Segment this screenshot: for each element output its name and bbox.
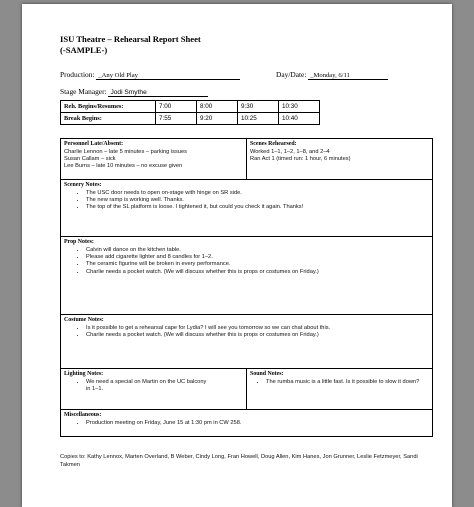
break-begins-time: 7:55	[156, 113, 197, 125]
sound-note: • The rumba music is a little fast. Is it possible to slow it down?	[266, 379, 424, 386]
prop-note: • Calvin will dance on the kitchen table.	[86, 247, 429, 254]
production-field	[60, 70, 240, 80]
personnel-line: Susan Callam – sick	[64, 156, 116, 162]
date-value: _Monday, 6/11	[308, 72, 388, 80]
costume-notes-heading: Costume Notes:	[64, 317, 104, 323]
scenery-note: • The new ramp is working well. Thanks.	[86, 197, 429, 204]
break-begins-time: 10:40	[279, 113, 320, 125]
production-value: _Any Old Play	[96, 72, 240, 80]
costume-note: • Charlie needs a pocket watch. (We will discuss whether this is props or costumes on Friday.)	[86, 332, 429, 339]
scenery-notes-list	[64, 190, 429, 212]
lighting-notes-list	[64, 379, 243, 394]
break-begins-label: Break Begins:	[61, 113, 156, 125]
scenery-notes-heading: Scenery Notes:	[64, 182, 102, 188]
lighting-note: in 1–1.	[86, 386, 104, 392]
production-label: Production:	[60, 70, 95, 79]
stage-manager-value: Jodi Smythe	[108, 89, 208, 97]
personnel-line: Charlie Lennon – late 5 minutes – parking issues	[64, 148, 187, 155]
miscellaneous-heading: Miscellaneous:	[64, 412, 102, 418]
scenery-note: • The top of the SL platform is loose. I tightened it, but could you check it again. Thanks!	[86, 204, 429, 211]
stage-manager-label: Stage Manager:	[60, 87, 107, 96]
sound-notes-list	[250, 379, 429, 386]
personnel-line: Lee Burns – late 10 minutes – no excuse given	[64, 163, 183, 170]
rehearsal-begins-label: Reh. Begins/Resumes:	[61, 101, 156, 113]
rehearsal-begins-time: 10:30	[279, 101, 320, 113]
break-begins-time: 10:25	[238, 113, 279, 125]
copies-list: Copies to: Kathy Lennox, Marten Overland, B Weber, Cindy Long, Fran Howell, Doug Allen, Kim Hanes, Jon Grunner, Leslie Fetzmeyer, Sandi Takmen	[60, 454, 418, 468]
miscellaneous-note: • Production meeting on Friday, June 15 at 1:30 pm in CW 258.	[86, 420, 429, 427]
prop-notes-heading: Prop Notes:	[64, 239, 94, 245]
lighting-notes-section	[60, 368, 247, 410]
title-line-2: (-SAMPLE-)	[60, 44, 108, 55]
personnel-section	[60, 138, 247, 180]
rehearsal-times-table	[60, 100, 320, 125]
prop-note: • Please add cigarette lighter and 8 candles for 1–2.	[86, 254, 429, 261]
rehearsal-begins-time: 8:00	[197, 101, 238, 113]
personnel-heading: Personnel Late/Absent:	[64, 141, 124, 147]
date-field	[276, 70, 388, 80]
report-page	[22, 4, 452, 507]
rehearsal-begins-time: 7:00	[156, 101, 197, 113]
scenery-note: • The USC door needs to open on-stage with hinge on SR side.	[86, 190, 429, 197]
document-title	[60, 34, 201, 55]
sound-notes-section	[246, 368, 433, 410]
scenes-line: Worked 1–1, 1–2, 1–8, and 2–4	[250, 148, 330, 155]
rehearsal-begins-row	[61, 101, 320, 113]
scenes-heading: Scenes Rehearsed:	[250, 141, 297, 147]
scenes-line: Ran Act 1 (timed run: 1 hour, 6 minutes)	[250, 156, 351, 162]
lighting-notes-heading: Lighting Notes:	[64, 371, 104, 377]
costume-note: • Is it possible to get a rehearsal cape for Lydia? I will see you tomorrow so we can chat about this.	[86, 325, 429, 332]
miscellaneous-section	[60, 409, 433, 437]
date-label: Day/Date:	[276, 70, 307, 79]
rehearsal-begins-time: 9:30	[238, 101, 279, 113]
prop-notes-section	[60, 236, 433, 315]
miscellaneous-list	[64, 420, 429, 427]
scenes-section	[246, 138, 433, 180]
lighting-note: • We need a special on Martin on the UC balcony	[86, 379, 243, 386]
title-line-1: ISU Theatre – Rehearsal Report Sheet	[60, 34, 201, 44]
costume-notes-section	[60, 314, 433, 369]
break-begins-time: 9:20	[197, 113, 238, 125]
prop-note: • Charlie needs a pocket watch. (We will discuss whether this is props or costumes on Friday.)	[86, 269, 429, 276]
sound-notes-heading: Sound Notes:	[250, 371, 284, 377]
prop-note: • The ceramic figurine will be broken in every performance.	[86, 261, 429, 268]
scenery-notes-section	[60, 179, 433, 237]
stage-manager-field	[60, 87, 208, 97]
costume-notes-list	[64, 325, 429, 340]
break-begins-row	[61, 113, 320, 125]
prop-notes-list	[64, 247, 429, 277]
